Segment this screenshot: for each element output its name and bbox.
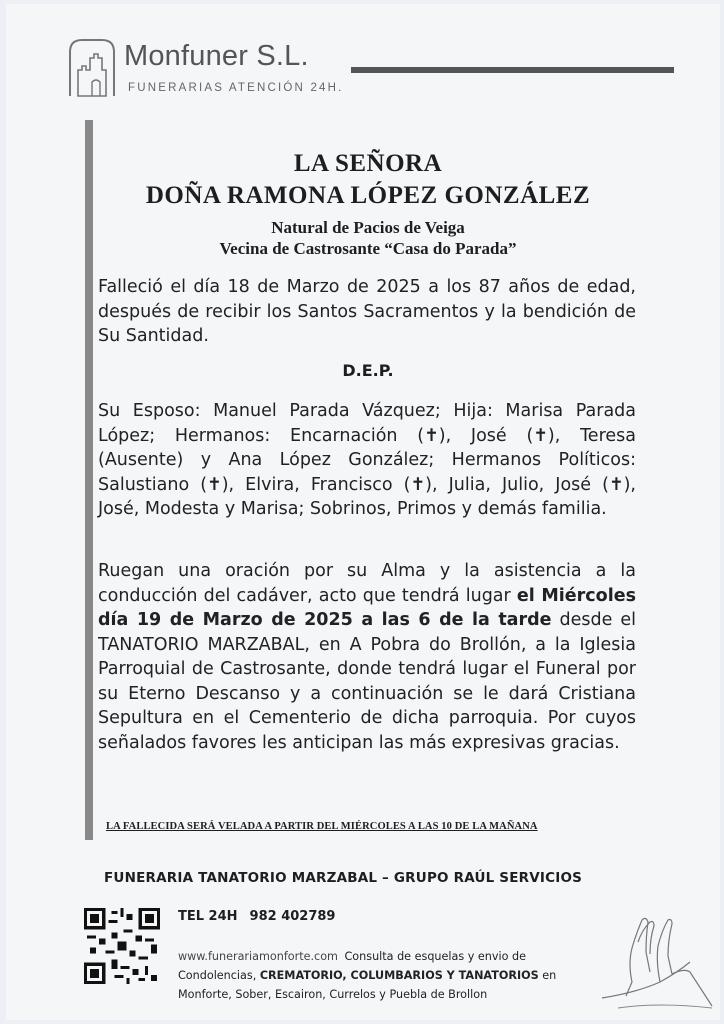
brand-tagline: FUNERARIAS ATENCIÓN 24H.	[128, 82, 344, 94]
ceremony-date: el Miércoles día 19 de Marzo de 2025 a las 6 de la tarde	[98, 585, 636, 630]
phone-number[interactable]: 982 402789	[249, 909, 336, 924]
phone-line	[178, 909, 335, 924]
footer-info	[178, 947, 598, 1004]
obituary-page	[6, 4, 720, 1020]
ceremony-details: desde el TANATORIO MARZABAL, en A Pobra do Brollón, a la Iglesia Parroquial de Castrosante, donde tendrá lugar el Funeral por su Eterno Descanso y a continuación se le dará Cristiana Sepultura en el Cementerio de dicha parroquia. Por cuyos señalados favores les anticipan las más expresivas gracias.	[98, 610, 636, 753]
website-link[interactable]: www.funerariamonforte.com	[178, 950, 338, 963]
ceremony-paragraph	[98, 559, 636, 755]
brand-name: Monfuner S.L.	[124, 40, 309, 72]
side-bar-divider	[85, 120, 93, 840]
castle-logo-icon	[64, 36, 120, 100]
funeral-home-name: FUNERARIA TANATORIO MARZABAL – GRUPO RAÚL SERVICIOS	[104, 870, 583, 886]
wake-notice: LA FALLECIDA SERÁ VELADA A PARTIR DEL MIÉRCOLES A LAS 10 DE LA MAÑANA	[106, 821, 538, 832]
ceremony-intro: Ruegan una oración por su Alma y la asistencia a la conducción del cadáver, acto que tendrá lugar	[98, 561, 636, 606]
services-list: CREMATORIO, COLUMBARIOS Y TANATORIOS	[259, 969, 539, 982]
family-paragraph: Su Esposo: Manuel Parada Vázquez; Hija: Marisa Parada López; Hermanos: Encarnación (✝), José (✝), Teresa (Ausente) y Ana López González; Hermanos Políticos: Salustiano (✝), Elvira, Francisco (✝), Julia, Julio, José (✝), José, Modesta y Marisa; Sobrinos, Primos y demás familia.	[98, 401, 636, 519]
info-text-1: Consulta de esquelas y envio de Condolencias,	[178, 950, 527, 982]
qr-code-icon[interactable]	[84, 908, 160, 984]
title-line-1: LA SEÑORA	[293, 150, 443, 177]
phone-label: TEL 24H	[178, 909, 238, 924]
dep-heading: D.E.P.	[342, 361, 394, 380]
death-paragraph: Falleció el día 18 de Marzo de 2025 a los 87 años de edad, después de recibir los Santos Sacramentos y la bendición de Su Santidad.	[98, 277, 636, 346]
origin-line: Natural de Pacios de Veiga	[271, 218, 465, 237]
residence-line: Vecina de Castrosante “Casa do Parada”	[219, 239, 517, 258]
header-divider	[351, 67, 674, 73]
info-text-2: en Monforte, Sober, Escairon, Currelos y Puebla de Brollon	[178, 969, 557, 1001]
praying-hands-icon	[598, 912, 716, 1012]
deceased-name: DOÑA RAMONA LÓPEZ GONZÁLEZ	[145, 182, 591, 209]
